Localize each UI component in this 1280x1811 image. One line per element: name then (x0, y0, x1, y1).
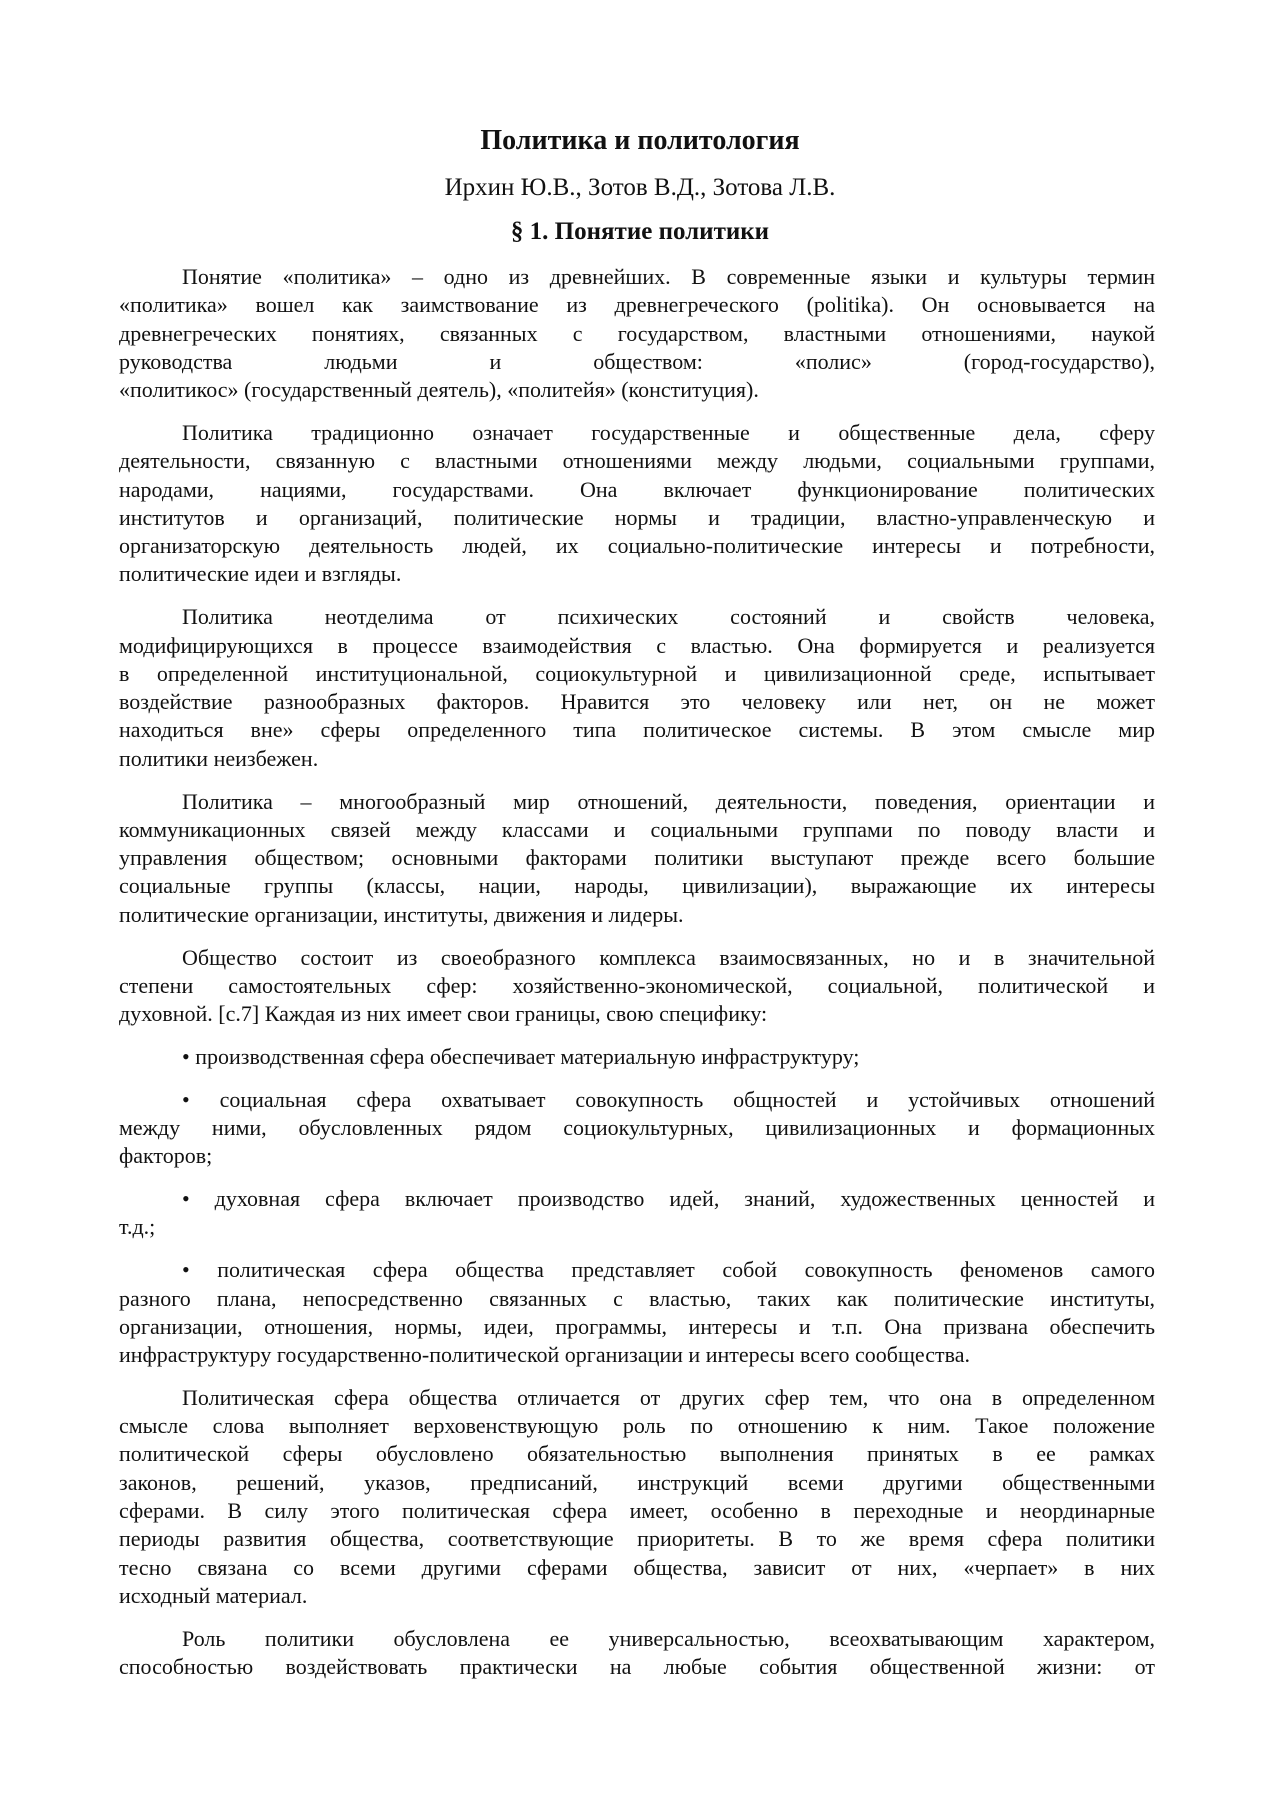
text-line: социальные группы (классы, нации, народы, цивилизации), выражающие их интересы (119, 873, 1155, 899)
text-line: духовной. [с.7] Каждая из них имеет свои границы, свою специфику: (119, 1001, 768, 1027)
text-line: в определенной институциональной, социокультурной и цивилизационной среде, испытывает (119, 660, 1155, 686)
paragraph (119, 1625, 1155, 1682)
paragraph (119, 1384, 1155, 1610)
text-line: воздействие разнообразных факторов. Нравится это человеку или нет, он не может (119, 689, 1155, 715)
paragraph (119, 944, 1155, 1029)
text-line: т.д.; (119, 1214, 156, 1240)
text-line: организации, отношения, нормы, идеи, программы, интересы и т.п. Она призвана обеспечить (119, 1313, 1155, 1339)
text-line: народами, нациями, государствами. Она включает функционирование политических (119, 476, 1155, 502)
text-line: законов, решений, указов, предписаний, инструкций всеми другими общественными (119, 1469, 1155, 1495)
text-line: политической сферы обусловлено обязательностью выполнения принятых в ее рамках (119, 1441, 1155, 1467)
text-line: «политикос» (государственный деятель), «политейя» (конституция). (119, 377, 759, 403)
text-line: способностью воздействовать практически на любые события общественной жизни: от (119, 1654, 1155, 1680)
list-item (119, 1256, 1155, 1369)
section-heading: § 1. Понятие политики (510, 218, 770, 245)
text-line: «политика» вошел как заимствование из древнегреческого (politika). Он основывается на (119, 292, 1155, 318)
text-line: коммуникационных связей между классами и социальными группами по поводу власти и (119, 816, 1155, 842)
text-line: инфраструктуру государственно-политической организации и интересы всего сообщества. (119, 1342, 970, 1368)
list-item (119, 1086, 1155, 1171)
text-line: исходный материал. (119, 1582, 308, 1608)
text-line: разного плана, непосредственно связанных с властью, таких как политические институты, (119, 1285, 1155, 1311)
text-line: Политическая сфера общества отличается от других сфер тем, что она в определенном (182, 1384, 1155, 1410)
text-line: политические организации, институты, движения и лидеры. (119, 901, 684, 927)
text-line: • социальная сфера охватывает совокупность общностей и устойчивых отношений (182, 1086, 1155, 1112)
document-title: Политика и политология (480, 125, 800, 156)
text-line: периоды развития общества, соответствующие приоритеты. В то же время сфера политики (119, 1526, 1155, 1552)
text-line: между ними, обусловленных рядом социокультурных, цивилизационных и формационных (119, 1115, 1155, 1141)
text-line: руководства людьми и обществом: «полис» (город-государство), (119, 348, 1155, 374)
text-line: Политика неотделима от психических состояний и свойств человека, (182, 604, 1155, 630)
text-line: Понятие «политика» – одно из древнейших. В современные языки и культуры термин (182, 264, 1155, 289)
text-line: тесно связана со всеми другими сферами общества, зависит от них, «черпает» в них (119, 1554, 1155, 1580)
text-line: Общество состоит из своеобразного комплекса взаимосвязанных, но и в значительной (182, 944, 1155, 970)
text-line: организаторскую деятельность людей, их социально-политические интересы и потребности, (119, 533, 1155, 559)
text-line: степени самостоятельных сфер: хозяйственно-экономической, социальной, политической и (119, 972, 1155, 998)
text-line: модифицирующихся в процессе взаимодействия с властью. Она формируется и реализуется (119, 632, 1155, 658)
document-body (119, 263, 1155, 1696)
text-line: деятельности, связанную с властными отношениями между людьми, социальными группами, (119, 448, 1155, 474)
paragraph (119, 419, 1155, 589)
text-line: Роль политики обусловлена ее универсальностью, всеохватывающим характером, (182, 1625, 1155, 1651)
paragraph (119, 603, 1155, 773)
text-line: управления обществом; основными факторами политики выступают прежде всего большие (119, 845, 1155, 871)
paragraph (119, 263, 1155, 404)
text-line: сферами. В силу этого политическая сфера имеет, особенно в переходные и неординарные (119, 1498, 1155, 1524)
text-line: политические идеи и взгляды. (119, 561, 402, 587)
list-item (119, 1185, 1155, 1242)
list-item (119, 1043, 1155, 1071)
text-line: институтов и организаций, политические нормы и традиции, властно-управленческую и (119, 504, 1155, 530)
text-line: древнегреческих понятиях, связанных с государством, властными отношениями, наукой (119, 320, 1155, 346)
document-authors: Ирхин Ю.В., Зотов В.Д., Зотова Л.В. (444, 174, 836, 201)
text-line: • духовная сфера включает производство идей, знаний, художественных ценностей и (182, 1186, 1155, 1212)
text-line: факторов; (119, 1143, 213, 1169)
paragraph (119, 788, 1155, 929)
text-line: политики неизбежен. (119, 745, 319, 771)
text-line: Политика традиционно означает государственные и общественные дела, сферу (182, 419, 1155, 445)
text-line: находиться вне» сферы определенного типа политическое системы. В этом смысле мир (119, 717, 1155, 743)
text-line: • производственная сфера обеспечивает материальную инфраструктуру; (182, 1043, 860, 1069)
text-line: смысле слова выполняет верховенствующую роль по отношению к ним. Такое положение (119, 1413, 1155, 1439)
text-line: Политика – многообразный мир отношений, деятельности, поведения, ориентации и (182, 788, 1155, 814)
text-line: • политическая сфера общества представляет собой совокупность феноменов самого (182, 1257, 1155, 1283)
